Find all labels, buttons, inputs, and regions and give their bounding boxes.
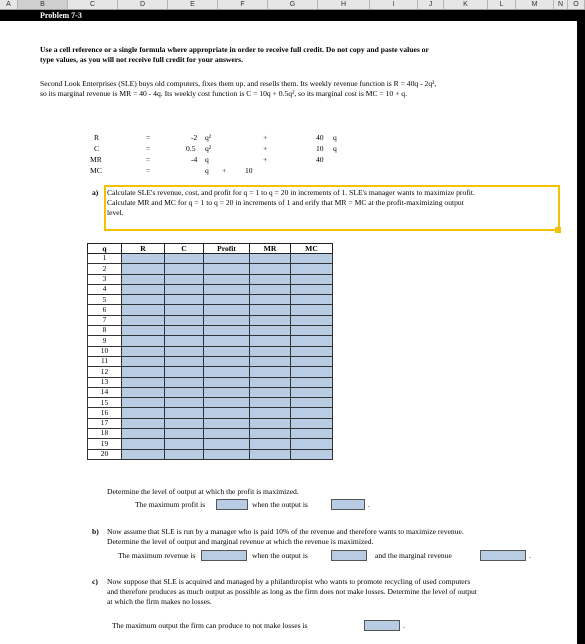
profit-input-cell[interactable] [204, 377, 250, 387]
r-input-cell[interactable] [122, 254, 165, 264]
eq-var-1: q² [205, 133, 212, 142]
r-input-cell[interactable] [122, 315, 165, 325]
profit-input-cell[interactable] [204, 264, 250, 274]
mr-input-cell[interactable] [250, 274, 291, 284]
column-header-k[interactable]: K [444, 0, 488, 9]
when-output-label-b: when the output is [252, 551, 308, 560]
part-a-line-1: Calculate SLE's revenue, cost, and profit for q = 1 to q = 20 in increments of 1. SLE's manager wants to maximize profit. [107, 188, 475, 197]
c-input-cell[interactable] [165, 439, 204, 449]
column-header-d[interactable]: D [118, 0, 168, 9]
mr-input-cell[interactable] [250, 315, 291, 325]
q-cell: 6 [88, 305, 122, 315]
mc-input-cell[interactable] [291, 408, 333, 418]
column-header-c[interactable]: C [68, 0, 118, 9]
eq-coef-2: 10 [316, 144, 324, 153]
column-header-m[interactable]: M [516, 0, 554, 9]
eq-var-1: q² [205, 144, 212, 153]
eq-label: MR [90, 155, 102, 164]
c-input-cell[interactable] [165, 336, 204, 346]
max-profit-input[interactable] [216, 499, 248, 510]
intro-line-1: Second Look Enterprises (SLE) buys old computers, fixes them up, and resells them. Its weekly revenue function is R = 40q - 2q², [40, 79, 437, 88]
profit-input-cell[interactable] [204, 295, 250, 305]
q-cell: 3 [88, 274, 122, 284]
header-r: R [122, 244, 165, 254]
data-table [87, 243, 333, 460]
q-cell: 19 [88, 439, 122, 449]
part-c-line-2: and therefore produces as much output as possible as long as the firm does not make losses. Determine the level of output [107, 587, 477, 596]
table-row [88, 398, 333, 408]
table-row [88, 295, 333, 305]
eq-coef-2: 10 [245, 166, 253, 175]
q-cell: 7 [88, 315, 122, 325]
c-input-cell[interactable] [165, 264, 204, 274]
table-row [88, 377, 333, 387]
r-input-cell[interactable] [122, 439, 165, 449]
c-input-cell[interactable] [165, 377, 204, 387]
mc-input-cell[interactable] [291, 449, 333, 459]
r-input-cell[interactable] [122, 387, 165, 397]
table-row [88, 284, 333, 294]
q-cell: 9 [88, 336, 122, 346]
q-cell: 11 [88, 356, 122, 366]
table-row [88, 439, 333, 449]
column-header-j[interactable]: J [418, 0, 444, 9]
mr-input-cell[interactable] [250, 429, 291, 439]
mc-input-cell[interactable] [291, 254, 333, 264]
table-row [88, 264, 333, 274]
mr-input-cell[interactable] [250, 326, 291, 336]
c-input-cell[interactable] [165, 418, 204, 428]
column-header-h[interactable]: H [318, 0, 370, 9]
column-header-n[interactable]: N [554, 0, 568, 9]
max-revenue-label: The maximum revenue is [118, 551, 196, 560]
intro-line-2: so its marginal revenue is MR = 40 - 4q. Its weekly cost function is C = 10q + 0.5q², so its marginal cost is MC = 10 + q. [40, 89, 408, 98]
period: . [529, 551, 531, 560]
profit-input-cell[interactable] [204, 367, 250, 377]
mc-input-cell[interactable] [291, 305, 333, 315]
mc-input-cell[interactable] [291, 315, 333, 325]
eq-plus: + [263, 144, 268, 153]
eq-coef-1: -2 [191, 133, 198, 142]
c-input-cell[interactable] [165, 315, 204, 325]
c-input-cell[interactable] [165, 346, 204, 356]
eq-label: MC [90, 166, 102, 175]
eq-label: R [94, 133, 100, 142]
profit-input-cell[interactable] [204, 274, 250, 284]
problem-title-bar [0, 10, 585, 21]
profit-input-cell[interactable] [204, 346, 250, 356]
mc-input-cell[interactable] [291, 326, 333, 336]
profit-output-input[interactable] [331, 499, 365, 510]
eq-label: C [94, 144, 100, 153]
mr-input-cell[interactable] [250, 346, 291, 356]
table-row [88, 356, 333, 366]
r-input-cell[interactable] [122, 449, 165, 459]
eq-equals: = [146, 155, 151, 164]
profit-input-cell[interactable] [204, 449, 250, 459]
c-input-cell[interactable] [165, 274, 204, 284]
table-header-row [88, 244, 333, 254]
eq-plus: + [263, 155, 268, 164]
c-input-cell[interactable] [165, 295, 204, 305]
mc-input-cell[interactable] [291, 398, 333, 408]
profit-input-cell[interactable] [204, 429, 250, 439]
profit-input-cell[interactable] [204, 254, 250, 264]
mr-input-cell[interactable] [250, 254, 291, 264]
profit-input-cell[interactable] [204, 326, 250, 336]
column-header-b[interactable]: B [18, 0, 68, 9]
c-input-cell[interactable] [165, 284, 204, 294]
max-revenue-input[interactable] [201, 550, 247, 561]
mc-input-cell[interactable] [291, 274, 333, 284]
c-input-cell[interactable] [165, 398, 204, 408]
r-input-cell[interactable] [122, 274, 165, 284]
max-profit-label: The maximum profit is [135, 500, 206, 509]
r-input-cell[interactable] [122, 408, 165, 418]
mc-input-cell[interactable] [291, 439, 333, 449]
r-input-cell[interactable] [122, 295, 165, 305]
mr-input-cell[interactable] [250, 356, 291, 366]
header-c: C [165, 244, 204, 254]
mr-input-cell[interactable] [250, 336, 291, 346]
eq-var-2: q [333, 133, 337, 142]
period: . [403, 621, 405, 630]
when-output-label: when the output is [252, 500, 308, 509]
part-c-line-3: at which the firm makes no losses. [107, 597, 212, 606]
table-row [88, 346, 333, 356]
q-cell: 16 [88, 408, 122, 418]
r-input-cell[interactable] [122, 346, 165, 356]
q-cell: 20 [88, 449, 122, 459]
q-cell: 5 [88, 295, 122, 305]
r-input-cell[interactable] [122, 356, 165, 366]
max-output-input[interactable] [364, 620, 400, 631]
mr-input-cell[interactable] [250, 377, 291, 387]
table-row [88, 315, 333, 325]
fill-handle[interactable] [555, 227, 561, 233]
mr-input-cell[interactable] [250, 449, 291, 459]
table-row [88, 418, 333, 428]
r-input-cell[interactable] [122, 305, 165, 315]
table-row [88, 274, 333, 284]
q-cell: 15 [88, 398, 122, 408]
profit-input-cell[interactable] [204, 336, 250, 346]
instructions-line-2: type values, as you will not receive full credit for your answers. [40, 55, 243, 64]
profit-input-cell[interactable] [204, 408, 250, 418]
profit-input-cell[interactable] [204, 356, 250, 366]
mc-input-cell[interactable] [291, 284, 333, 294]
table-row [88, 367, 333, 377]
table-row [88, 408, 333, 418]
q-cell: 8 [88, 326, 122, 336]
column-header-f[interactable]: F [218, 0, 268, 9]
eq-plus: + [222, 166, 227, 175]
marginal-revenue-input[interactable] [480, 550, 526, 561]
c-input-cell[interactable] [165, 356, 204, 366]
table-row [88, 449, 333, 459]
c-input-cell[interactable] [165, 449, 204, 459]
mr-input-cell[interactable] [250, 398, 291, 408]
eq-var-1: q [205, 166, 209, 175]
part-b-line-1: Now assume that SLE is run by a manager who is paid 10% of the revenue and therefore wants to maximize revenue. [107, 527, 464, 536]
part-b-label: b) [92, 527, 99, 536]
eq-coef-1: 0.5 [186, 144, 196, 153]
mc-input-cell[interactable] [291, 377, 333, 387]
mc-input-cell[interactable] [291, 264, 333, 274]
mc-input-cell[interactable] [291, 418, 333, 428]
r-input-cell[interactable] [122, 418, 165, 428]
max-output-label: The maximum output the firm can produce to not make losses is [112, 621, 308, 630]
r-input-cell[interactable] [122, 264, 165, 274]
column-header-g[interactable]: G [268, 0, 318, 9]
table-row [88, 429, 333, 439]
mr-input-cell[interactable] [250, 408, 291, 418]
eq-var-1: q [205, 155, 209, 164]
eq-equals: = [146, 144, 151, 153]
mc-input-cell[interactable] [291, 336, 333, 346]
mr-input-cell[interactable] [250, 418, 291, 428]
q-cell: 1 [88, 254, 122, 264]
r-input-cell[interactable] [122, 429, 165, 439]
eq-equals: = [146, 166, 151, 175]
mc-input-cell[interactable] [291, 429, 333, 439]
column-header-bar [0, 0, 585, 10]
profit-input-cell[interactable] [204, 305, 250, 315]
determine-profit-text: Determine the level of output at which the profit is maximized. [107, 487, 299, 496]
q-cell: 18 [88, 429, 122, 439]
part-a-line-3: level. [107, 208, 124, 217]
table-row [88, 387, 333, 397]
period: . [368, 500, 370, 509]
q-cell: 13 [88, 377, 122, 387]
c-input-cell[interactable] [165, 305, 204, 315]
profit-input-cell[interactable] [204, 439, 250, 449]
table-row [88, 254, 333, 264]
column-header-e[interactable]: E [168, 0, 218, 9]
mr-input-cell[interactable] [250, 367, 291, 377]
c-input-cell[interactable] [165, 387, 204, 397]
column-header-o[interactable]: O [568, 0, 585, 9]
r-input-cell[interactable] [122, 336, 165, 346]
c-input-cell[interactable] [165, 254, 204, 264]
mc-input-cell[interactable] [291, 295, 333, 305]
header-profit: Profit [204, 244, 250, 254]
q-cell: 17 [88, 418, 122, 428]
part-c-label: c) [92, 577, 98, 586]
mr-input-cell[interactable] [250, 284, 291, 294]
part-c-line-1: Now suppose that SLE is acquired and managed by a philanthropist who wants to promote recycling of used computers [107, 577, 471, 586]
mr-input-cell[interactable] [250, 439, 291, 449]
r-input-cell[interactable] [122, 377, 165, 387]
eq-coef-2: 40 [316, 155, 324, 164]
q-cell: 2 [88, 264, 122, 274]
profit-input-cell[interactable] [204, 284, 250, 294]
eq-var-2: q [333, 144, 337, 153]
eq-coef-2: 40 [316, 133, 324, 142]
eq-coef-1: -4 [191, 155, 198, 164]
r-input-cell[interactable] [122, 367, 165, 377]
profit-input-cell[interactable] [204, 387, 250, 397]
c-input-cell[interactable] [165, 408, 204, 418]
mr-input-cell[interactable] [250, 305, 291, 315]
part-b-line-2: Determine the level of output and marginal revenue at which the revenue is maximized. [107, 537, 374, 546]
header-mc: MC [291, 244, 333, 254]
r-input-cell[interactable] [122, 284, 165, 294]
profit-input-cell[interactable] [204, 315, 250, 325]
part-a-line-2: Calculate MR and MC for q = 1 to q = 20 in increments of 1 and erify that MR = MC at the profit-maximizing output [107, 198, 464, 207]
q-cell: 10 [88, 346, 122, 356]
c-input-cell[interactable] [165, 367, 204, 377]
profit-input-cell[interactable] [204, 418, 250, 428]
mr-input-cell[interactable] [250, 295, 291, 305]
column-header-a[interactable]: A [0, 0, 18, 9]
q-cell: 4 [88, 284, 122, 294]
table-row [88, 326, 333, 336]
mc-input-cell[interactable] [291, 346, 333, 356]
r-input-cell[interactable] [122, 326, 165, 336]
table-row [88, 305, 333, 315]
mr-input-cell[interactable] [250, 264, 291, 274]
eq-plus: + [263, 133, 268, 142]
r-input-cell[interactable] [122, 398, 165, 408]
q-cell: 14 [88, 387, 122, 397]
problem-title: Problem 7-3 [40, 11, 82, 20]
mc-input-cell[interactable] [291, 387, 333, 397]
header-mr: MR [250, 244, 291, 254]
mc-input-cell[interactable] [291, 367, 333, 377]
q-cell: 12 [88, 367, 122, 377]
part-a-label: a) [92, 188, 99, 197]
mr-input-cell[interactable] [250, 387, 291, 397]
table-body [88, 254, 333, 460]
c-input-cell[interactable] [165, 326, 204, 336]
instructions-line-1: Use a cell reference or a single formula where appropriate in order to receive full credit. Do not copy and paste values or [40, 45, 429, 54]
c-input-cell[interactable] [165, 429, 204, 439]
mc-input-cell[interactable] [291, 356, 333, 366]
column-header-i[interactable]: I [370, 0, 418, 9]
header-q: q [88, 244, 122, 254]
marginal-revenue-label: and the marginal revenue [375, 551, 452, 560]
table-row [88, 336, 333, 346]
eq-equals: = [146, 133, 151, 142]
profit-input-cell[interactable] [204, 398, 250, 408]
right-border-bar [577, 10, 585, 644]
revenue-output-input[interactable] [331, 550, 367, 561]
column-header-l[interactable]: L [488, 0, 516, 9]
